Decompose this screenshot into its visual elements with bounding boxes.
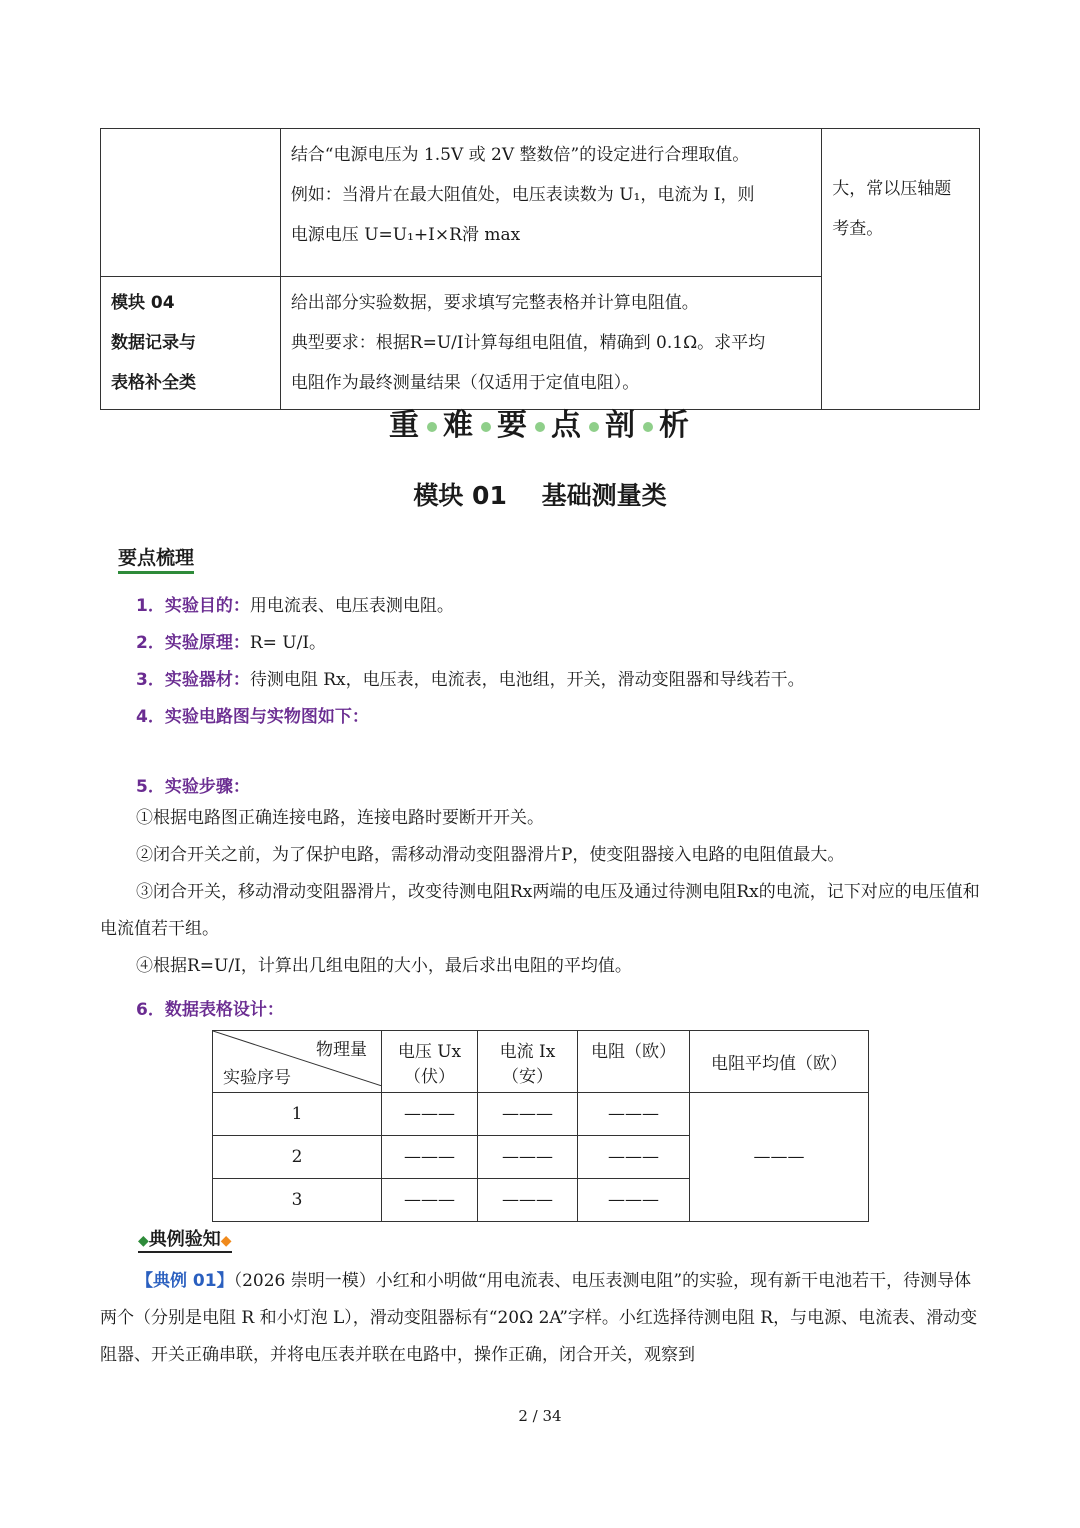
row-index: 1 <box>213 1093 382 1136</box>
module-line: 数据记录与 <box>111 333 196 353</box>
point-label: 6．数据表格设计： <box>136 1000 284 1020</box>
point-item <box>136 772 250 797</box>
side-note-line: 考查。 <box>832 219 884 239</box>
module-line: 模块 04 <box>111 293 175 313</box>
description-cell <box>280 129 821 277</box>
data-table <box>212 1030 869 1222</box>
point-text: 待测电阻 Rx，电压表，电流表，电池组，开关，滑动变阻器和导线若干。 <box>249 670 805 690</box>
description-cell <box>280 277 821 410</box>
point-label: 1．实验目的： <box>136 596 250 616</box>
dot-icon <box>427 422 437 432</box>
step-line: ②闭合开关之前，为了保护电路，需移动滑动变阻器滑片P，使变阻器接入电路的电阻值最大。 <box>136 845 845 865</box>
point-label: 5．实验步骤： <box>136 777 250 797</box>
cell-dash: ——— <box>578 1179 690 1222</box>
header-average-label: 电阻平均值（欧） <box>711 1054 847 1074</box>
step-line: ①根据电路图正确连接电路，连接电路时要断开开关。 <box>136 808 544 828</box>
header-current-unit: （安） <box>502 1066 553 1087</box>
point-item <box>136 995 284 1020</box>
side-note-line: 大，常以压轴题 <box>832 179 952 199</box>
description-line: 典型要求：根据R=U/I计算每组电阻值，精确到 0.1Ω。求平均 <box>290 333 766 353</box>
module-cell <box>101 277 281 410</box>
description-line: 结合“电源电压为 1.5V 或 2V 整数倍”的设定进行合理取值。 <box>290 145 750 165</box>
example-label-text: 典例验知 <box>148 1229 221 1250</box>
cell-dash: ——— <box>382 1179 478 1222</box>
header-average <box>690 1031 869 1093</box>
description-line: 电阻作为最终测量结果（仅适用于定值电阻）。 <box>290 373 640 393</box>
description-line: 例如：当滑片在最大阻值处，电压表读数为 U₁，电流为 I，则 <box>290 185 755 205</box>
header-resistance <box>578 1031 690 1093</box>
point-item <box>136 702 369 727</box>
cell-dash: ——— <box>478 1093 578 1136</box>
cell-dash: ——— <box>382 1093 478 1136</box>
diamond-icon: ◆ <box>138 1233 149 1249</box>
point-label: 2．实验原理： <box>136 633 250 653</box>
point-text: R= U/I。 <box>249 633 327 653</box>
point-label: 4．实验电路图与实物图如下： <box>136 707 369 727</box>
example-section-label <box>138 1225 232 1253</box>
point-item <box>136 665 805 690</box>
dot-icon <box>643 422 653 432</box>
cell-dash: ——— <box>578 1093 690 1136</box>
cell-dash: ——— <box>478 1179 578 1222</box>
description-line: 电源电压 U=U₁+I×R滑 max <box>290 225 521 245</box>
table-header-row <box>213 1031 869 1093</box>
summary-table <box>100 128 980 410</box>
row-index: 2 <box>213 1136 382 1179</box>
module-line: 表格补全类 <box>111 373 196 393</box>
heading-char: 重 <box>389 408 421 443</box>
page-heading <box>0 400 1080 444</box>
header-resistance-label: 电阻（欧） <box>591 1042 676 1062</box>
step-line: ③闭合开关，移动滑动变阻器滑片，改变待测电阻Rx两端的电压及通过待测电阻Rx的电流，记下对应的电压值和电流值若干组。 <box>100 882 980 939</box>
heading-char: 点 <box>551 408 583 443</box>
section-label: 要点梳理 <box>118 543 194 574</box>
page-number: 2 / 34 <box>518 1407 562 1425</box>
point-label: 3．实验器材： <box>136 670 250 690</box>
description-line: 给出部分实验数据，要求填写完整表格并计算电阻值。 <box>290 293 699 313</box>
header-voltage-label: 电压 Ux <box>397 1041 462 1062</box>
module-title: 模块 01 基础测量类 <box>413 481 667 510</box>
module-cell <box>101 129 281 277</box>
corner-header-cell <box>213 1031 382 1093</box>
cell-dash: ——— <box>478 1136 578 1179</box>
side-note-cell <box>822 129 980 410</box>
step-line: ④根据R=U/I，计算出几组电阻的大小，最后求出电阻的平均值。 <box>136 956 632 976</box>
header-current <box>478 1031 578 1093</box>
dot-icon <box>589 422 599 432</box>
point-item <box>136 591 454 616</box>
row-index: 3 <box>213 1179 382 1222</box>
dot-icon <box>481 422 491 432</box>
diamond-icon: ◆ <box>220 1233 232 1249</box>
example-paragraph <box>100 1263 980 1374</box>
table-row <box>101 129 980 277</box>
heading-char: 析 <box>659 408 691 443</box>
dot-icon <box>535 422 545 432</box>
table-row <box>213 1093 869 1136</box>
cell-dash: ——— <box>578 1136 690 1179</box>
example-tag: 【典例 01】 <box>136 1271 234 1291</box>
heading-char: 剖 <box>605 408 637 443</box>
corner-bottom-label: 实验序号 <box>223 1068 291 1088</box>
header-voltage-unit: （伏） <box>404 1066 455 1087</box>
point-text: 用电流表、电压表测电阻。 <box>249 596 454 616</box>
example-text: （2026 崇明一模）小红和小明做“用电流表、电压表测电阻”的实验，现有新干电池若干，待测导体两个（分别是电阻 R 和小灯泡 L），滑动变阻器标有“20Ω 2A”字样。小红选择待测电阻 R，与电源、电流表、滑动变阻器、开关正确串联，并将电压表并联在电路中，操作正确，闭合开关，观察到 <box>100 1271 978 1365</box>
heading-char: 要 <box>497 408 529 443</box>
average-cell: ——— <box>690 1093 869 1222</box>
heading-char: 难 <box>443 408 475 443</box>
cell-dash: ——— <box>382 1136 478 1179</box>
header-current-label: 电流 Ix <box>499 1041 556 1062</box>
corner-top-label: 物理量 <box>316 1040 367 1060</box>
point-item <box>136 628 326 653</box>
header-voltage <box>382 1031 478 1093</box>
